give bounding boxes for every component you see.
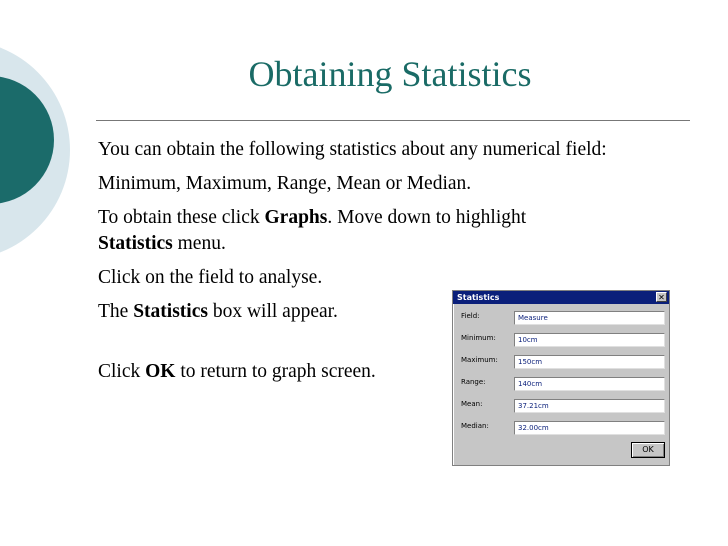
- text: menu.: [172, 233, 226, 254]
- slide-title: Obtaining Statistics: [248, 54, 532, 94]
- field-value[interactable]: Measure: [514, 311, 665, 325]
- median-label: Median:: [461, 422, 489, 430]
- text: Click: [98, 361, 146, 382]
- minimum-label: Minimum:: [461, 334, 496, 342]
- text: . Move down to highlight: [327, 207, 527, 228]
- bold-statistics-2: Statistics: [133, 301, 208, 322]
- field-row-field: [461, 311, 667, 325]
- maximum-value[interactable]: 150cm: [514, 355, 665, 369]
- text: to return to graph screen.: [175, 361, 376, 382]
- text: The: [98, 301, 134, 322]
- field-row-minimum: [461, 333, 667, 347]
- paragraph-click-field: Click on the field to analyse.: [98, 267, 323, 288]
- title-divider: [96, 120, 690, 121]
- paragraph-stats-list: Minimum, Maximum, Range, Mean or Median.: [98, 173, 472, 194]
- ok-button[interactable]: OK: [631, 442, 665, 458]
- maximum-label: Maximum:: [461, 356, 498, 364]
- field-label: Field:: [461, 312, 480, 320]
- paragraph-instructions: [98, 205, 688, 257]
- range-value[interactable]: 140cm: [514, 377, 665, 391]
- bold-graphs: Graphs: [264, 207, 328, 228]
- mean-value[interactable]: 37.21cm: [514, 399, 665, 413]
- dialog-titlebar: [453, 291, 669, 304]
- text: To obtain these click: [98, 207, 265, 228]
- field-row-mean: [461, 399, 667, 413]
- field-row-median: [461, 421, 667, 435]
- close-icon[interactable]: ✕: [656, 292, 667, 302]
- range-label: Range:: [461, 378, 486, 386]
- field-row-range: [461, 377, 667, 391]
- field-row-maximum: [461, 355, 667, 369]
- paragraph-intro: You can obtain the following statistics about any numerical field:: [98, 139, 607, 160]
- bold-ok: OK: [145, 361, 176, 382]
- minimum-value[interactable]: 10cm: [514, 333, 665, 347]
- statistics-dialog: [452, 290, 670, 466]
- text: box will appear.: [207, 301, 338, 322]
- dialog-title: Statistics: [457, 293, 500, 302]
- bold-statistics: Statistics: [98, 233, 173, 254]
- mean-label: Mean:: [461, 400, 483, 408]
- median-value[interactable]: 32.00cm: [514, 421, 665, 435]
